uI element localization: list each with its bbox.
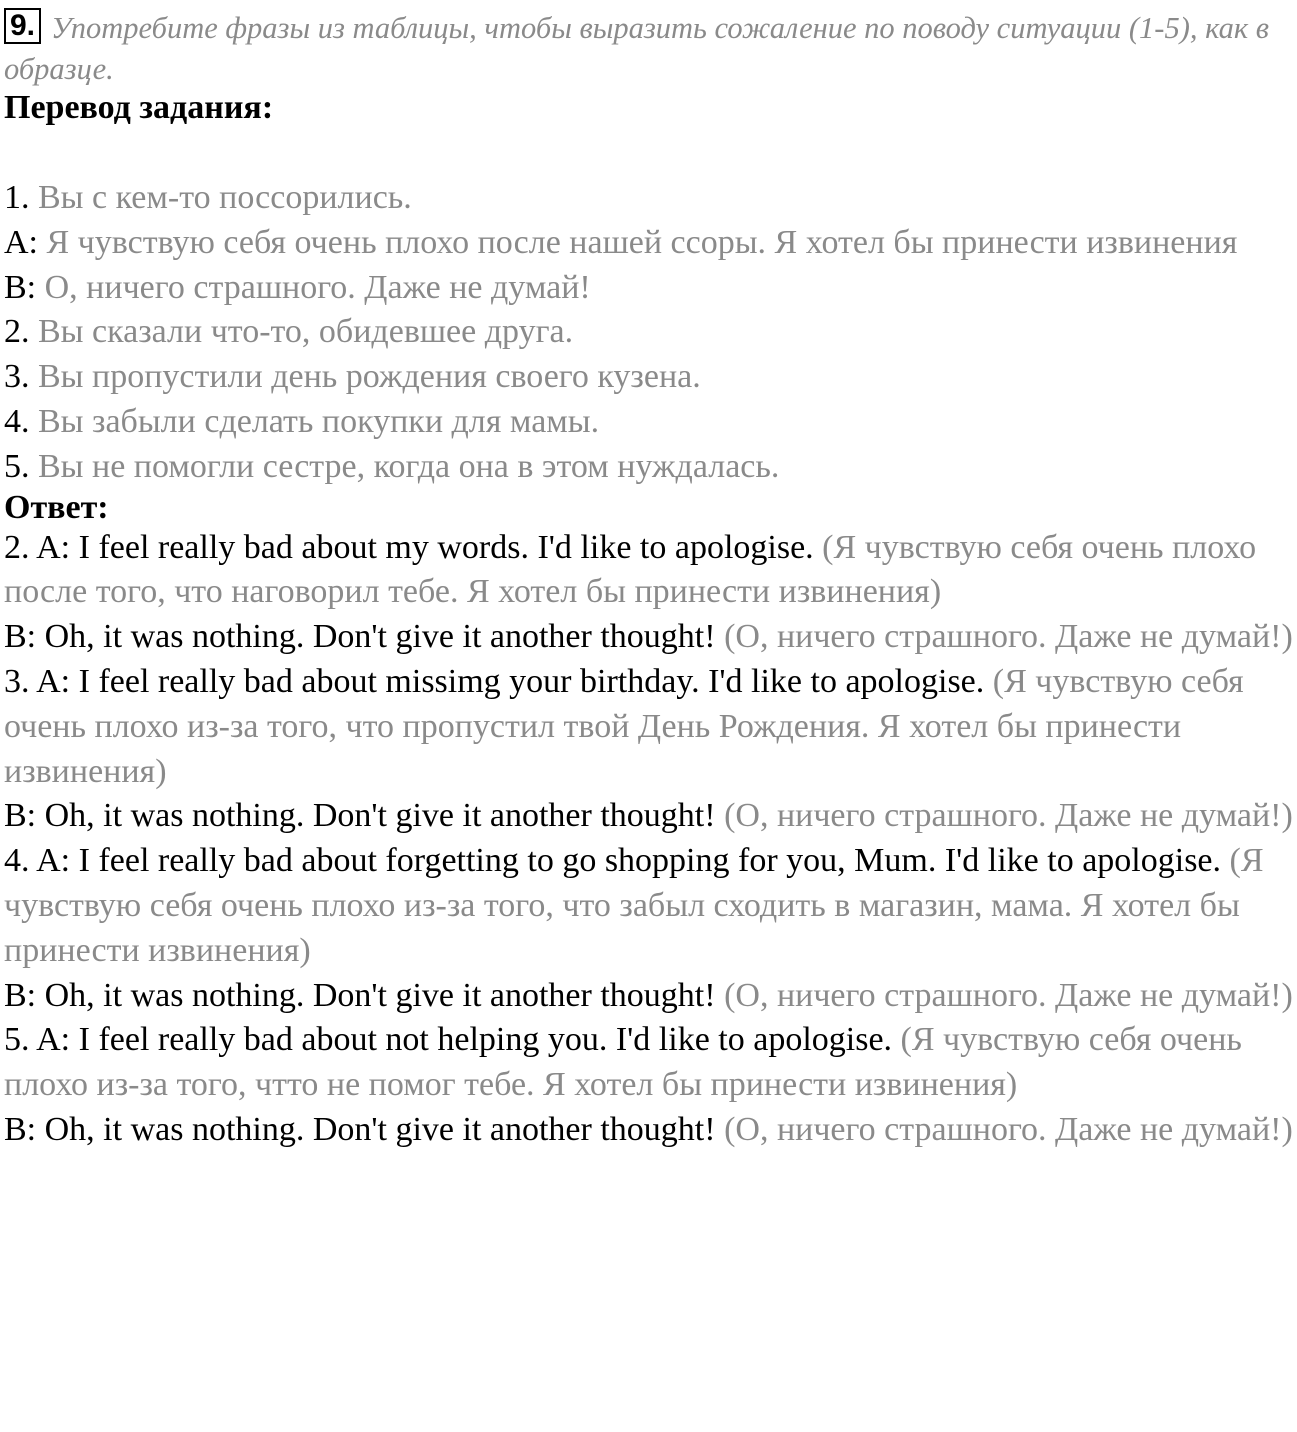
situation-text: О, ничего страшного. Даже не думай!: [44, 268, 591, 306]
situation-text: Я чувствую себя очень плохо после нашей ссоры. Я хотел бы принести извинения: [46, 223, 1238, 261]
answer-english: B: Oh, it was nothing. Don't give it another thought!: [4, 1110, 716, 1148]
situation-text: Вы забыли сделать покупки для мамы.: [38, 402, 600, 440]
answer-line: [4, 839, 1294, 973]
answer-line: [4, 660, 1294, 794]
situation-text: Вы сказали что-то, обидевшее друга.: [38, 313, 574, 351]
situations-list: [4, 176, 1294, 490]
answer-russian: (О, ничего страшного. Даже не думай!): [724, 797, 1293, 835]
answer-russian: (О, ничего страшного. Даже не думай!): [724, 1110, 1293, 1148]
situation-line: [4, 176, 1294, 221]
task-instruction: Употребите фразы из таблицы, чтобы выразить сожаление по поводу ситуации (1-5), как в образце.: [4, 11, 1270, 86]
situation-prefix: 1.: [4, 179, 38, 216]
situation-line: [4, 355, 1294, 400]
answer-line: [4, 1108, 1294, 1153]
answer-heading: Ответ:: [4, 488, 109, 526]
situation-prefix: 4.: [4, 402, 38, 440]
situation-line: [4, 400, 1294, 445]
answer-english: B: Oh, it was nothing. Don't give it another thought!: [4, 797, 716, 835]
situation-line: [4, 445, 1294, 490]
answer-line: [4, 615, 1294, 660]
answer-russian: (Я чувствую себя очень плохо из-за того, что забыл сходить в магазин, мама. Я хотел бы принести извинения): [4, 842, 1264, 969]
situation-prefix: 3.: [4, 358, 38, 396]
translation-heading: Перевод задания:: [4, 89, 274, 126]
answer-russian: (О, ничего страшного. Даже не думай!): [724, 618, 1293, 656]
answer-line: [4, 526, 1294, 616]
answer-english: B: Oh, it was nothing. Don't give it another thought!: [4, 618, 716, 656]
situation-line: [4, 310, 1294, 355]
situation-prefix: 5.: [4, 447, 38, 485]
situation-prefix: A:: [4, 223, 47, 261]
situation-text: Вы пропустили день рождения своего кузена.: [38, 358, 701, 396]
answer-russian: (Я чувствую себя очень плохо после того, что наговорил тебе. Я хотел бы принести извинения): [4, 528, 1257, 611]
situation-line: [4, 221, 1294, 266]
answer-line: [4, 974, 1294, 1019]
blank-line: [4, 126, 1294, 176]
situation-prefix: B:: [4, 268, 45, 306]
task-header: [4, 8, 1294, 90]
answer-list: [4, 526, 1294, 1153]
answer-english: 3. A: I feel really bad about missimg your birthday. I'd like to apologise.: [4, 662, 985, 700]
answer-english: 4. A: I feel really bad about forgetting to go shopping for you, Mum. I'd like to apologise.: [4, 842, 1222, 880]
situation-text: Вы не помогли сестре, когда она в этом нуждалась.: [38, 447, 780, 485]
answer-english: 2. A: I feel really bad about my words. I'd like to apologise.: [4, 528, 814, 566]
document-page: [4, 8, 1294, 1153]
answer-russian: (Я чувствую себя очень плохо из-за того, чтто не помог тебе. Я хотел бы принести извинения): [4, 1021, 1242, 1104]
answer-english: 5. A: I feel really bad about not helping you. I'd like to apologise.: [4, 1021, 893, 1059]
answer-line: [4, 1018, 1294, 1108]
answer-russian: (Я чувствую себя очень плохо из-за того, что пропустил твой День Рождения. Я хотел бы принести извинения): [4, 662, 1244, 790]
answer-russian: (О, ничего страшного. Даже не думай!): [724, 976, 1293, 1014]
answer-english: B: Oh, it was nothing. Don't give it another thought!: [4, 976, 716, 1014]
situation-prefix: 2.: [4, 313, 38, 351]
task-number-badge: 9.: [4, 8, 41, 44]
situation-text: Вы с кем-то поссорились.: [38, 179, 412, 216]
situation-line: [4, 266, 1294, 311]
answer-line: [4, 794, 1294, 839]
